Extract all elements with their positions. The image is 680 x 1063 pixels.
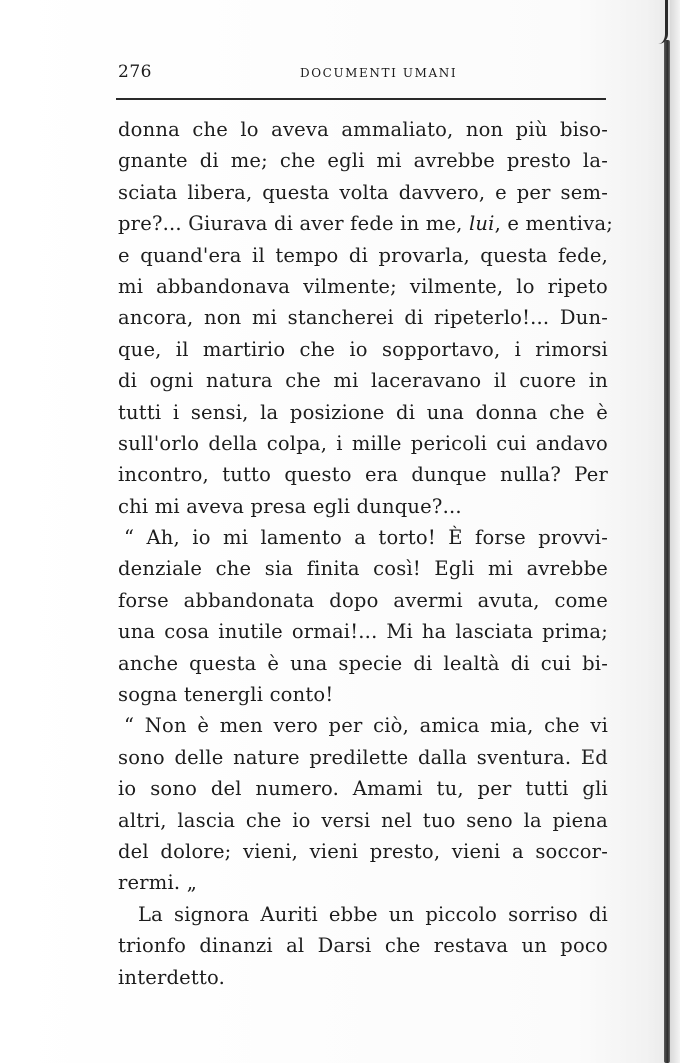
text-line: ancora, non mi stancherei di ripeterlo!... Dun- xyxy=(118,306,608,330)
page-curl xyxy=(649,0,668,44)
text-line: denziale che sia finita così! Egli mi avrebbe xyxy=(118,557,608,581)
text-line: chi mi aveva presa egli dunque?... xyxy=(118,494,462,518)
text-line: una cosa inutile ormai!... Mi ha lasciata prima; xyxy=(118,620,608,644)
page-number: 276 xyxy=(118,62,152,82)
text-line: del dolore; vieni, vieni presto, vieni a soccor- xyxy=(118,839,608,863)
text-line: “ Ah, io mi lamento a torto! È forse provvi- xyxy=(124,526,608,550)
text-line: La signora Auriti ebbe un piccolo sorriso di xyxy=(138,902,608,926)
text-line: que, il martirio che io sopportavo, i rimorsi xyxy=(118,337,608,361)
text-line: gnante di me; che egli mi avrebbe presto la- xyxy=(118,149,608,173)
text-line: e quand'era il tempo di provarla, questa fede, xyxy=(118,243,608,267)
text-segment: pre?... Giurava di aver fede in me, xyxy=(118,212,463,236)
text-line: interdetto. xyxy=(118,965,225,989)
text-line: sull'orlo della colpa, i mille pericoli cui andavo xyxy=(118,431,608,455)
text-line: sciata libera, questa volta davvero, e per sem- xyxy=(118,180,608,204)
text-line: sono delle nature predilette dalla sventura. Ed xyxy=(118,745,608,769)
text-line: rermi. „ xyxy=(118,871,198,895)
text-line: altri, lascia che io versi nel tuo seno la piena xyxy=(118,808,608,832)
italic-word: lui xyxy=(468,212,495,236)
text-line: “ Non è men vero per ciò, amica mia, che vi xyxy=(124,714,608,738)
body-text xyxy=(118,114,614,993)
text-line: di ogni natura che mi laceravano il cuore in xyxy=(118,369,608,393)
text-line: sogna tenergli conto! xyxy=(118,683,334,707)
binding-shadow xyxy=(664,40,670,1063)
text-line: incontro, tutto questo era dunque nulla? Per xyxy=(118,463,608,487)
text-line: forse abbandonata dopo avermi avuta, come xyxy=(118,588,608,612)
text-line: mi abbandonava vilmente; vilmente, lo ripeto xyxy=(118,274,608,298)
text-line xyxy=(118,208,614,239)
text-line: anche questa è una specie di lealtà di cui bi- xyxy=(118,651,608,675)
running-title: DOCUMENTI UMANI xyxy=(300,66,458,80)
text-line: io sono del numero. Amami tu, per tutti gli xyxy=(118,777,608,801)
text-line: donna che lo aveva ammaliato, non più biso- xyxy=(118,118,608,141)
text-line: tutti i sensi, la posizione di una donna che è xyxy=(118,400,608,424)
header-rule xyxy=(116,98,606,100)
text-segment: , e mentiva; xyxy=(494,212,614,236)
text-line: trionfo dinanzi al Darsi che restava un poco xyxy=(118,934,608,958)
page-edge xyxy=(670,0,680,1063)
